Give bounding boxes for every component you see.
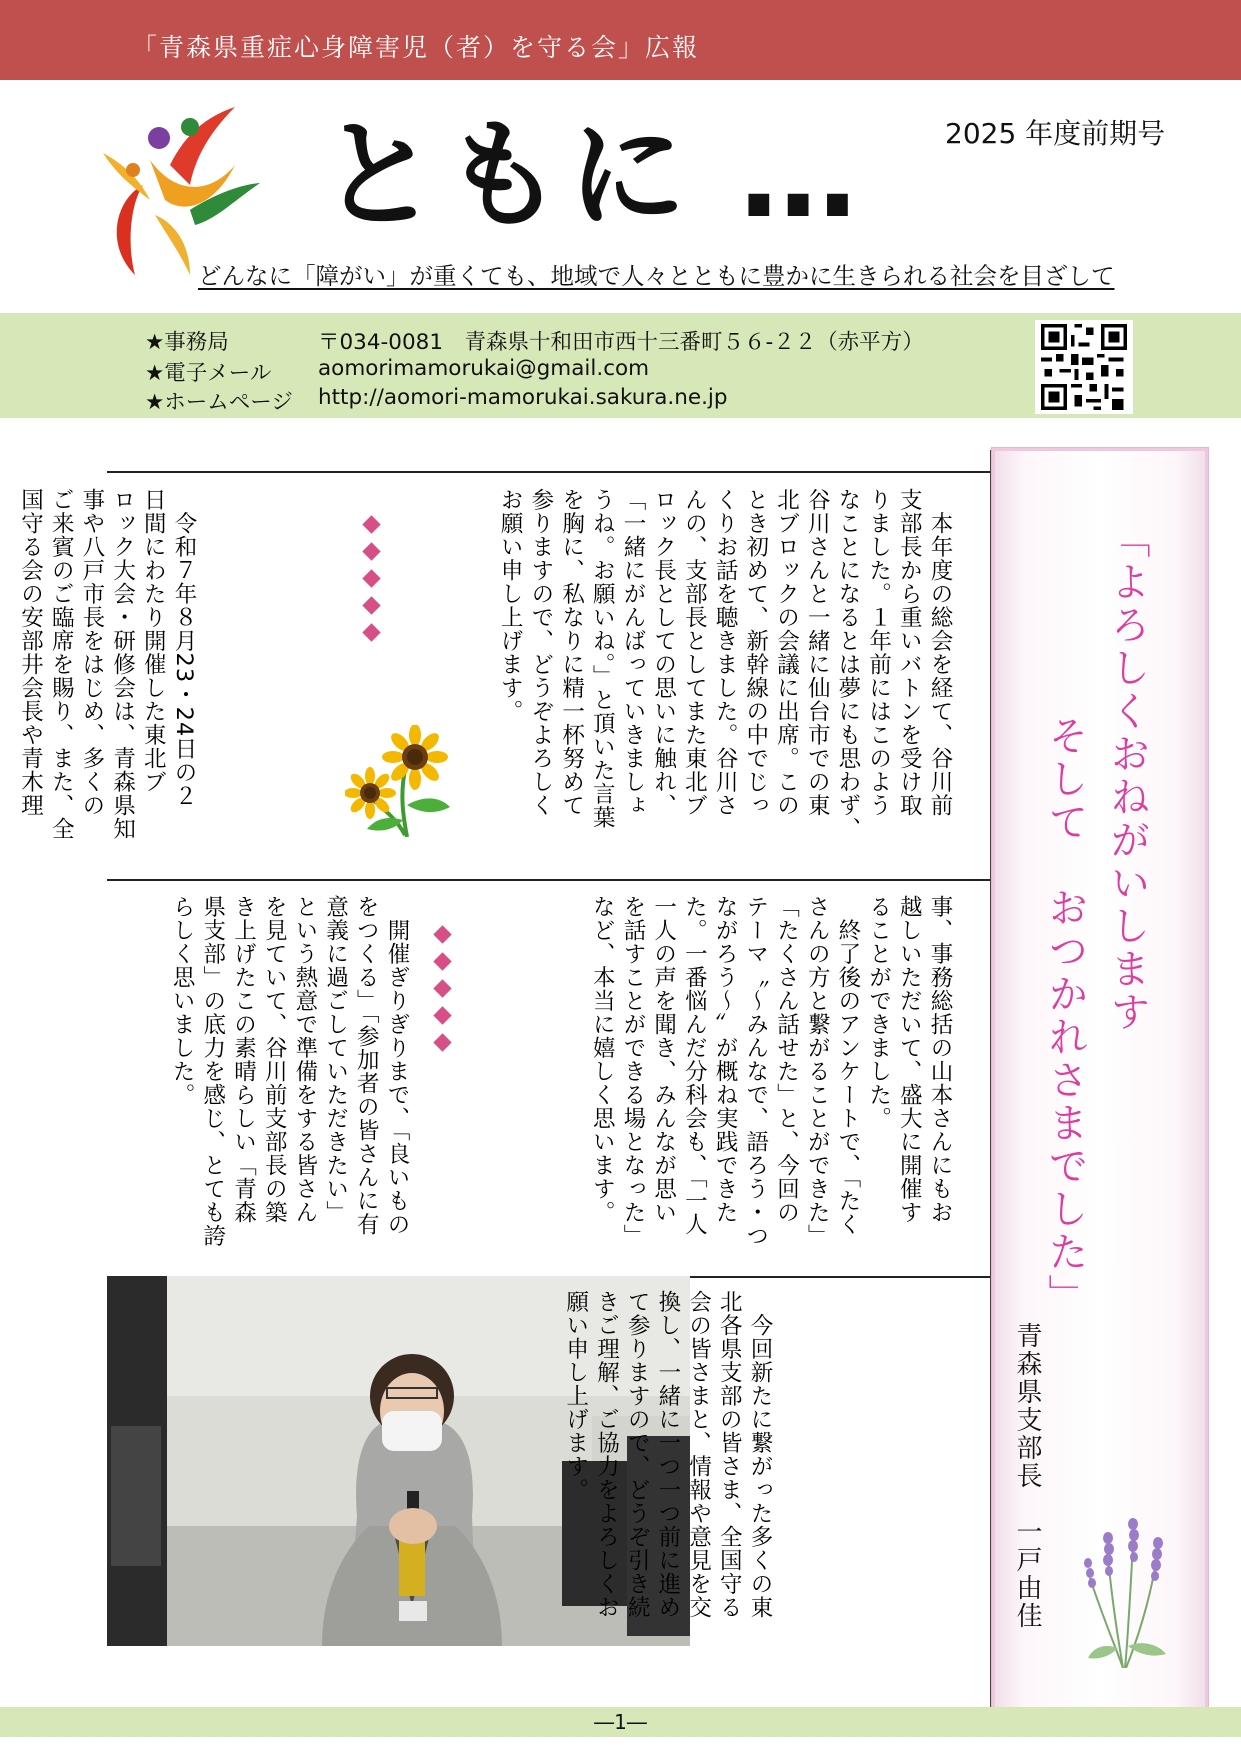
message-line-1: 「よろしくおねがいします [1104,518,1150,1034]
issue-label: 2025 年度前期号 [945,117,1166,150]
logo-figure-icon [95,105,265,280]
message-line-2: そして おつかれさまでした」 [1042,715,1088,1317]
top-banner [0,0,1241,80]
lavender-icon [1078,1518,1173,1668]
office-label: ★事務局 [145,330,229,355]
diamond-bullet-icon [359,518,383,653]
office-address: 〒034-0081 青森県十和田市西十三番町５６-２２（赤平方） [318,330,924,355]
newsletter-title: ともに … [320,106,864,244]
email-address[interactable]: aomorimamorukai@gmail.com [318,356,650,381]
subtitle-tagline: どんなに「障がい」が重くても、地域で人々とともに豊かに生きられる社会を目ざして [198,262,1115,290]
page-number: ―1― [594,1710,647,1734]
website-label: ★ホームページ [145,390,293,415]
article-column-2: 令和７年８月23・24日の２ 日間にわたり開催した東北ブ ロック大会・研修会は、青森県知 事や八戸市長をはじめ、多くの ご来賓のご臨席を賜り、また、全 国守る会の安部井会長や青木理 [17,488,197,841]
sunflower-icon [345,725,457,837]
website-url[interactable]: http://aomori-mamorukai.sakura.ne.jp [318,385,728,410]
article-column-1: 本年度の総会を経て、谷川前 支部長から重いバトンを受け取 りました。１年前にはこのよう なことになるとは夢にも思わず、 谷川さんと一緒に仙台市での東 北ブロックの会議に出席。この とき初めて、新幹線の中でじっ くりお話を聴きました。谷川さ んの、支部長としてまた東北ブ ロック長としての思いに触れ、 「一緒にがんばっていきましょ うね。お願いね。」と頂いた言葉 を胸に、私なりに精一杯努めて 参りますので、どうぞよろしく お願い申し上げます。 [497,488,953,841]
article-column-3: 事、事務総括の山本さんにもお 越しいただいて、盛大に開催す ることができました。 終了後のアンケートで、「たく さんの方と繋がることができた」 「たくさん話せた」と、今回の テーマ〝～みんなで、語ろう・つ ながろう～〟が概ね実践できた た。一番悩んだ分科会も、「一人 一人の声を聞き、みんなが思い を話すことができる場となった」 など、本当に嬉しく思います。 [589,895,953,1248]
article-column-5: 今回新たに繋がった多くの東 北各県支部の皆さま、全国守る 会の皆さまと、情報や意見を交 換し、一緒に一つ一つ前に進め て参りますので、どうぞ引き続 きご理解、ご協力をよろしくお 願い申し上げます。 [562,1290,773,1619]
article-top-rule [107,471,990,473]
banner-text: 「青森県重症心身障害児（者）を守る会」広報 [132,33,700,62]
email-label: ★電子メール [145,361,272,386]
signature: 青森県支部長 一戸由佳 [1012,1322,1042,1630]
diamond-bullet-icon-2 [430,928,454,1063]
article-middle-rule [107,879,990,881]
qr-code-icon[interactable] [1035,320,1133,414]
article-column-4: 開催ぎりぎりまで、「良いもの をつくる」「参加者の皆さんに有 意義に過ごしていただきたい」 という熱意で準備をする皆さん を見ていて、谷川前支部長の築 き上げたこの素晴らしい「青森 県支部」の底力を感じ、とても誇 らしく思いました。 [169,895,410,1248]
